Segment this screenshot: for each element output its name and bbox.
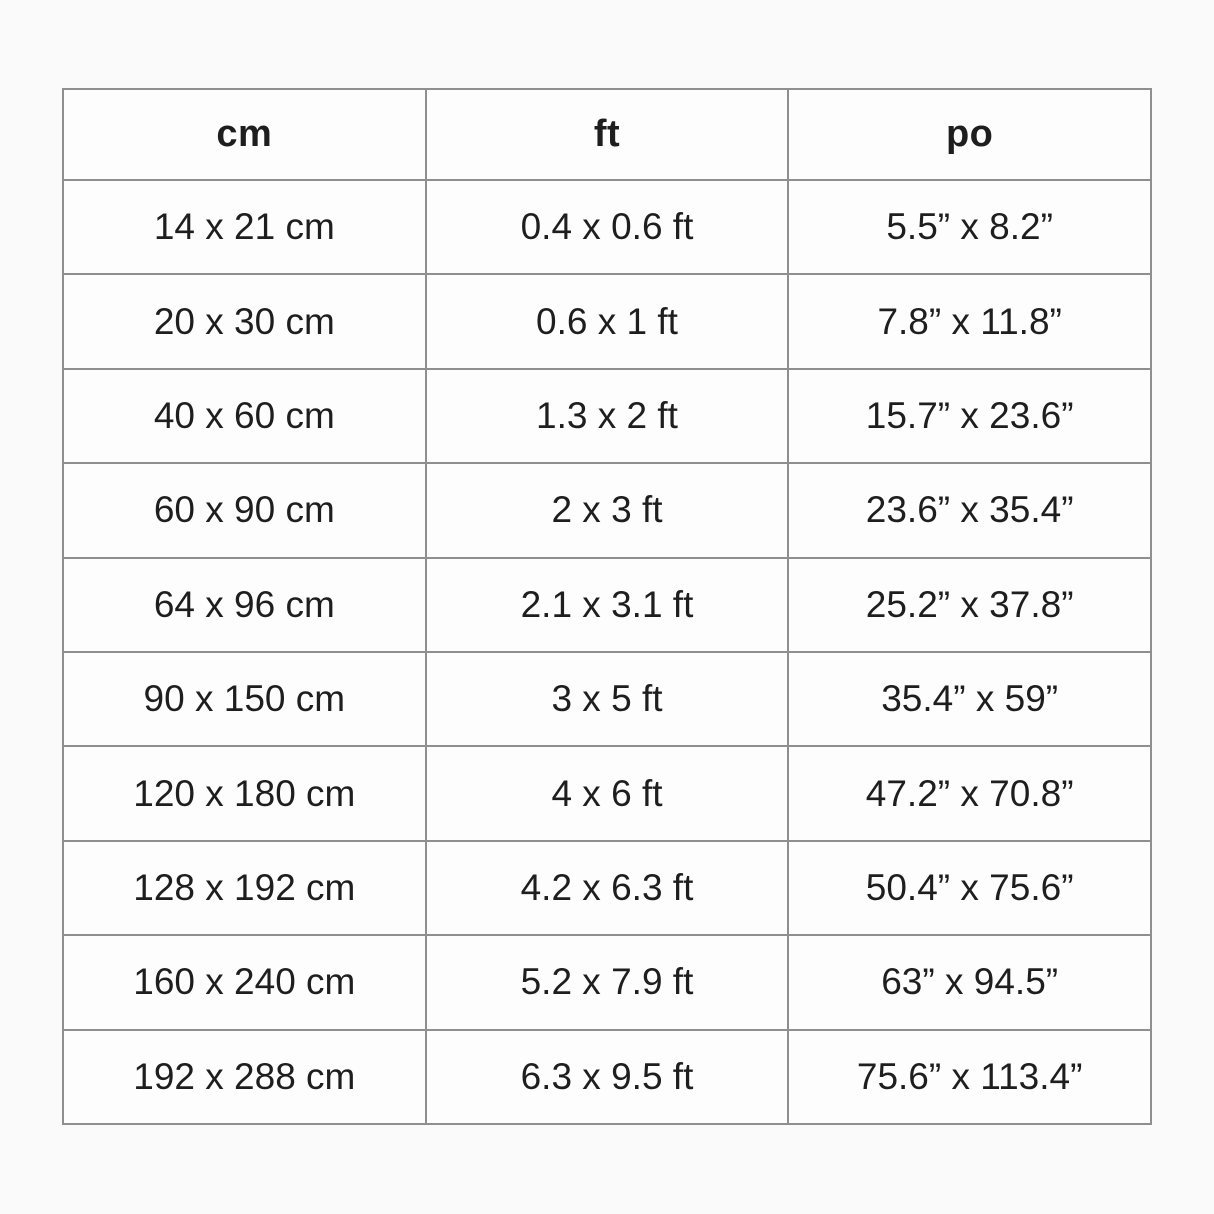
table-cell-ft: 2 x 3 ft [426,463,789,557]
table-cell-cm: 40 x 60 cm [63,369,426,463]
table-header [63,89,1151,180]
table-cell-po: 35.4” x 59” [788,652,1151,746]
table-cell-po: 50.4” x 75.6” [788,841,1151,935]
table-cell-cm: 120 x 180 cm [63,746,426,840]
table-row [63,180,1151,274]
table-cell-po: 25.2” x 37.8” [788,558,1151,652]
table-cell-ft: 1.3 x 2 ft [426,369,789,463]
table-cell-cm: 192 x 288 cm [63,1030,426,1124]
table-row [63,746,1151,840]
size-conversion-table [62,88,1152,1125]
table-cell-po: 47.2” x 70.8” [788,746,1151,840]
table-cell-ft: 2.1 x 3.1 ft [426,558,789,652]
table-body [63,180,1151,1124]
table-cell-po: 23.6” x 35.4” [788,463,1151,557]
table-cell-cm: 90 x 150 cm [63,652,426,746]
table-cell-ft: 5.2 x 7.9 ft [426,935,789,1029]
table-cell-ft: 6.3 x 9.5 ft [426,1030,789,1124]
table-cell-po: 15.7” x 23.6” [788,369,1151,463]
table-row [63,274,1151,368]
table-cell-po: 5.5” x 8.2” [788,180,1151,274]
column-header-ft: ft [426,89,789,180]
column-header-cm: cm [63,89,426,180]
table-cell-ft: 3 x 5 ft [426,652,789,746]
table-cell-po: 7.8” x 11.8” [788,274,1151,368]
column-header-po: po [788,89,1151,180]
table-cell-cm: 128 x 192 cm [63,841,426,935]
table-cell-cm: 20 x 30 cm [63,274,426,368]
table-cell-ft: 0.6 x 1 ft [426,274,789,368]
table-row [63,558,1151,652]
table-cell-cm: 160 x 240 cm [63,935,426,1029]
table-row [63,369,1151,463]
header-row [63,89,1151,180]
table-row [63,841,1151,935]
table-row [63,1030,1151,1124]
table-row [63,463,1151,557]
table-cell-po: 63” x 94.5” [788,935,1151,1029]
table-cell-cm: 14 x 21 cm [63,180,426,274]
table-cell-ft: 4.2 x 6.3 ft [426,841,789,935]
table-cell-po: 75.6” x 113.4” [788,1030,1151,1124]
table-cell-cm: 60 x 90 cm [63,463,426,557]
table-row [63,652,1151,746]
table-cell-ft: 0.4 x 0.6 ft [426,180,789,274]
table-cell-cm: 64 x 96 cm [63,558,426,652]
table-row [63,935,1151,1029]
table-cell-ft: 4 x 6 ft [426,746,789,840]
